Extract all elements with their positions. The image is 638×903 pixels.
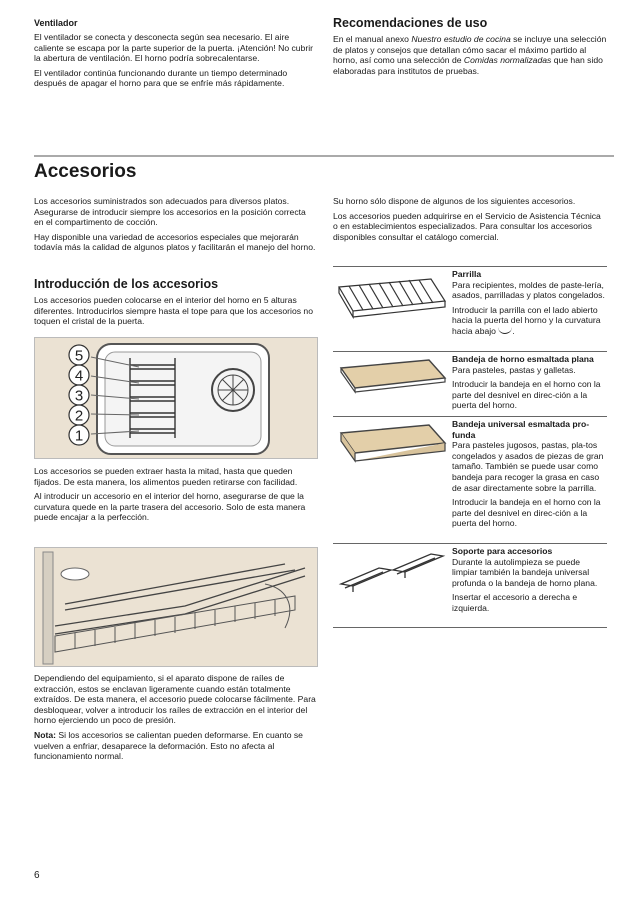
rec-text-a: En el manual anexo [333,34,412,44]
intro-p3: Al introducir un accesorio en el interior del horno, asegurarse de que la curvatura quede en la parte trasera del accesorio. Solo de esta manera puede encajar a la perfección. [34,491,306,523]
intro-section [34,277,316,331]
ventilador-p2: El ventilador continúa funcionando durante un tiempo determinado después de apagar el horno para que se enfríe más rápidamente. [34,67,288,89]
ventilador-p1: El ventilador se conecta y desconecta según sea necesario. El aire caliente se escapa por la parte superior de la puerta. ¡Atención! No cubrir la abertura de ventilación. El horno podría sobrecalentarse. [34,32,313,64]
accesorios-heading [34,161,136,183]
rec-text-d: Comidas normalizadas [463,55,552,66]
soporte-text [452,546,606,618]
bandeja-universal-image [333,421,449,470]
accesorios-right-p1: Su horno sólo dispone de algunos de los siguientes accesorios. [333,196,576,206]
intro-title: Introducción de los accesorios [34,277,219,291]
soporte-title: Soporte para accesorios [452,546,553,556]
oven-levels-drawing [35,338,317,458]
rack-insertion-illustration [34,547,318,667]
level-label: 5 [74,347,84,365]
level-label: 1 [74,427,84,445]
accessory-row-bandeja-universal [333,416,607,543]
curve-down-icon [498,325,515,336]
accessory-row-soporte [333,543,607,628]
rec-text-b: Nuestro estudio de cocina [411,34,511,44]
intro-p4: Dependiendo del equipamiento, si el aparato dispone de raíles de extracción, estos se enclavan ligeramente cuando están totalmente extraídos. De esta manera, el accesorio puede colocarse fácilmente. Para desbloquear, volver a introducir los raíles de extracción en el interior del horno ejerciendo un poco de presión. [34,673,316,726]
recomendaciones-title: Recomendaciones de uso [333,16,488,30]
soporte-note: Insertar el accesorio a derecha e izquierda. [452,592,578,613]
bandeja-plana-desc: Para pasteles, pastas y galletas. [452,364,576,375]
intro-note [34,730,316,762]
level-label: 2 [74,407,84,425]
rec-text-c: se incluye una selección de platos y consejos que detallan cómo sacar el máximo partido al horno, así como una selección de [333,34,607,66]
page-number: 6 [34,870,40,881]
parrilla-desc: Para recipientes, moldes de paste-lería, asados, parrilladas y platos congelados. [452,279,605,301]
rec-text-e: que han sido elaboradas para institutos de pruebas. [333,55,603,76]
baking-tray-icon [333,356,449,396]
bandeja-plana-note: Introducir la bandeja en el horno con la parte del desnivel en direc-ción a la puerta del horno. [452,379,601,411]
intro-p2: Los accesorios se pueden extraer hasta la mitad, hasta que queden fijados. De esta manera, los alimentos pueden retirarse con facilidad. [34,466,298,487]
note-text: Si los accesorios se calientan pueden deformarse. En cuanto se vuelven a enfriar, desaparece la deformación. Esto no afecta al funcionamiento normal. [34,729,303,762]
parrilla-image [333,271,449,336]
note-label: Nota: [34,729,56,740]
parrilla-title: Parrilla [452,269,482,279]
accesorios-right-p2: Los accesorios pueden adquirirse en el Servicio de Asistencia Técnica o en establecimientos especializados. Para consultar los accesorios disponibles consultar el catálogo comercial. [333,210,601,242]
bandeja-universal-text [452,419,606,533]
intro-middle-text [34,466,316,527]
ventilador-title: Ventilador [34,18,78,28]
recomendaciones-p1 [333,34,607,76]
accessory-list-bottom-rule [333,627,607,628]
bandeja-universal-desc: Para pasteles jugosos, pastas, pla-tos congelados y asados de piezas de gran tamaño. También se puede usar como bandeja para recoger la grasa en caso de asar directamente sobre la parrilla. [452,440,604,493]
section-divider [34,155,614,157]
accesorios-left-p1: Los accesorios suministrados son adecuados para diversos platos. Asegurarse de introducir siempre los accesorios en la posición correcta en el compartimento de cocción. [34,196,306,228]
accesorios-left-intro [34,196,316,257]
bandeja-plana-title: Bandeja de horno esmaltada plana [452,354,594,364]
recomendaciones-section [333,16,607,80]
parrilla-text [452,269,606,341]
parrilla-note-end: . [512,325,515,336]
accessory-row-parrilla [333,266,607,351]
accessory-row-bandeja-plana [333,351,607,416]
rack-insertion-drawing [35,548,317,666]
bandeja-universal-note: Introducir la bandeja en el horno con la parte del desnivel en direc-ción a la puerta del horno. [452,497,601,529]
accesorios-right-intro [333,196,607,246]
accesorios-left-p2: Hay disponible una variedad de accesorios especiales que mejorarán todavía más la calidad de algunos platos y facilitarán el manejo del horno. [34,231,316,253]
parrilla-note-text: Introducir la parrilla con el lado abierto hacia la puerta del horno y la curvatura hacia abajo [452,304,601,336]
bandeja-plana-text [452,354,606,415]
deep-tray-icon [333,421,449,465]
level-label: 3 [74,387,84,405]
accesorios-title: Accesorios [34,161,137,182]
intro-bottom-text [34,673,316,766]
ventilador-section [34,18,316,93]
level-label: 4 [74,367,84,385]
grill-rack-icon [333,271,449,331]
bandeja-universal-title: Bandeja universal esmaltada pro-funda [452,419,590,440]
accessory-support-icon [333,548,449,604]
soporte-image [333,548,449,609]
bandeja-plana-image [333,356,449,401]
soporte-desc: Durante la autolimpieza se puede limpiar también la bandeja universal profunda o la bandeja de horno plana. [452,556,598,588]
parrilla-note [452,305,606,337]
oven-levels-illustration [34,337,318,459]
intro-p1: Los accesorios pueden colocarse en el interior del horno en 5 alturas diferentes. Introducirlos siempre hasta el tope para que los accesorios no toquen el cristal de la puerta. [34,295,313,327]
